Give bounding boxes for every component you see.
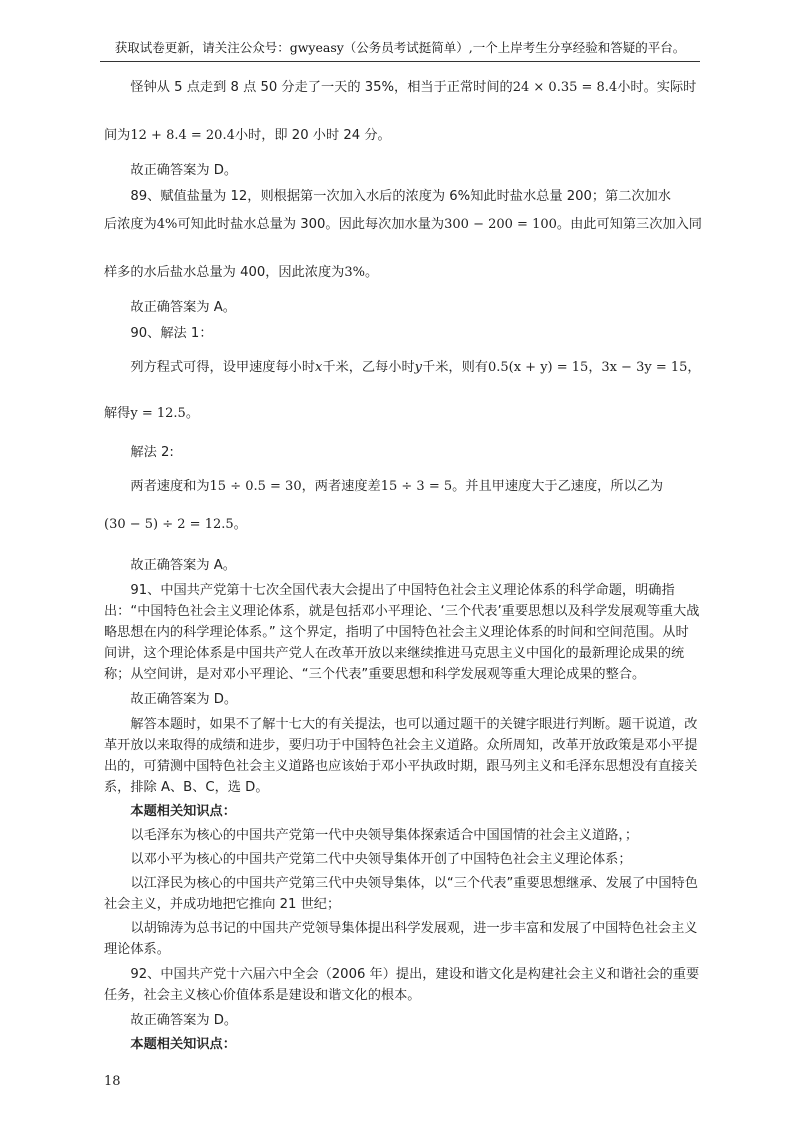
header-divider	[100, 61, 700, 62]
math-expression: 0.5(x + y) = 15，3x − 3y = 15	[487, 360, 688, 375]
q91-knowledge-4: 以胡锦涛为总书记的中国共产党领导集体提出科学发展观，进一步丰富和发展了中国特色社会主义理论体系。	[104, 921, 698, 957]
q91-answer: 故正确答案为 D。	[130, 692, 238, 707]
q90-method-2-line-2: (30 − 5) ÷ 2 = 12.5。	[104, 517, 247, 532]
math-expression: 24 × 0.35 = 8.4	[512, 80, 618, 95]
q92-knowledge-title: 本题相关知识点：	[130, 1037, 236, 1052]
math-expression: y = 12.5	[130, 406, 186, 421]
q91-knowledge-title: 本题相关知识点：	[130, 804, 236, 819]
q92-paragraph: 92、中国共产党十六届六中全会（2006 年）提出，建设和谐文化是构建社会主义和谐社会的重要任务，社会主义核心价值体系是建设和谐文化的根本。	[104, 967, 700, 1003]
page-header: 获取试卷更新，请关注公众号：gwyeasy（公务员考试挺简单）,一个上岸考生分享经验和答疑的平台。	[114, 40, 686, 55]
math-expression: 15 ÷ 3 = 5	[380, 479, 453, 494]
q89-line-3: 样多的水后盐水总量为 400，因此浓度为3%。	[104, 265, 379, 280]
q88-line-1: 怪钟从 5 点走到 8 点 50 分走了一天的 35%，相当于正常时间的24 × 0.35 = 8.4小时。实际时	[130, 80, 697, 95]
q89-answer: 故正确答案为 A。	[130, 300, 236, 315]
q92-answer: 故正确答案为 D。	[130, 1013, 238, 1028]
math-expression: 12 + 8.4 = 20.4	[130, 128, 235, 143]
q90-method-1-line-1: 列方程式可得，设甲速度每小时x千米，乙每小时y千米，则有0.5(x + y) = 15，3x − 3y = 15，	[130, 360, 701, 375]
q91-knowledge-1: 以毛泽东为核心的中国共产党第一代中央领导集体探索适合中国国情的社会主义道路，；	[130, 828, 639, 843]
page-number: 18	[104, 1074, 121, 1089]
math-expression: 15 ÷ 0.5 = 30	[209, 479, 302, 494]
math-expression: 300 − 200 = 100	[444, 217, 557, 232]
q88-line-2: 间为12 + 8.4 = 20.4小时，即 20 小时 24 分。	[104, 128, 391, 143]
math-expression: 3%	[344, 265, 365, 280]
q91-analysis: 解答本题时，如果不了解十七大的有关提法，也可以通过题干的关键字眼进行判断。题干说道，改革开放以来取得的成绩和进步，要归功于中国特色社会主义道路。众所周知，改革开放政策是邓小平提出的，可猜测中国特色社会主义道路也应该始于邓小平执政时期，跟马列主义和毛泽东思想没有直接关系，排除 A、B、C，选 D。	[104, 717, 698, 795]
q91-knowledge-3: 以江泽民为核心的中国共产党第三代中央领导集体，以“三个代表”重要思想继承、发展了中国特色社会主义，并成功地把它推向 21 世纪；	[104, 876, 698, 912]
q88-answer: 故正确答案为 D。	[130, 163, 238, 178]
q91-paragraph: 91、中国共产党第十七次全国代表大会提出了中国特色社会主义理论体系的科学命题，明确指出：“中国特色社会主义理论体系，就是包括邓小平理论、‘三个代表’重要思想以及科学发展观等重大战略思想在内的科学理论体系。” 这个界定，指明了中国特色社会主义理论体系的时间和空间范围。从时间讲，这个理论体系是中国共产党人在改革开放以来继续推进马克思主义中国化的最新理论成果的统称；从空间讲，是对邓小平理论、“三个代表”重要思想和科学发展观等重大理论成果的整合。	[104, 583, 700, 682]
q90-answer: 故正确答案为 A。	[130, 558, 236, 573]
q90-method-2-title: 解法 2:	[130, 445, 174, 460]
q90-method-2-line-1: 两者速度和为15 ÷ 0.5 = 30，两者速度差15 ÷ 3 = 5。并且甲速度大于乙速度，所以乙为	[130, 479, 664, 494]
q89-line-1: 89、赋值盐量为 12，则根据第一次加入水后的浓度为 6%知此时盐水总量 200；第二次加水	[130, 189, 671, 204]
q91-knowledge-2: 以邓小平为核心的中国共产党第二代中央领导集体开创了中国特色社会主义理论体系；	[130, 852, 632, 867]
math-expression: (30 − 5) ÷ 2 = 12.5	[104, 517, 234, 532]
q90-method-1-title: 90、解法 1：	[130, 326, 213, 341]
document-body	[104, 70, 700, 1055]
math-expression: 4%	[156, 217, 178, 232]
q89-line-2: 后浓度为4%可知此时盐水总量为 300。因此每次加水量为300 − 200 = 100。由此可知第三次加入同	[104, 217, 702, 232]
q90-method-1-line-2: 解得y = 12.5。	[104, 406, 200, 421]
